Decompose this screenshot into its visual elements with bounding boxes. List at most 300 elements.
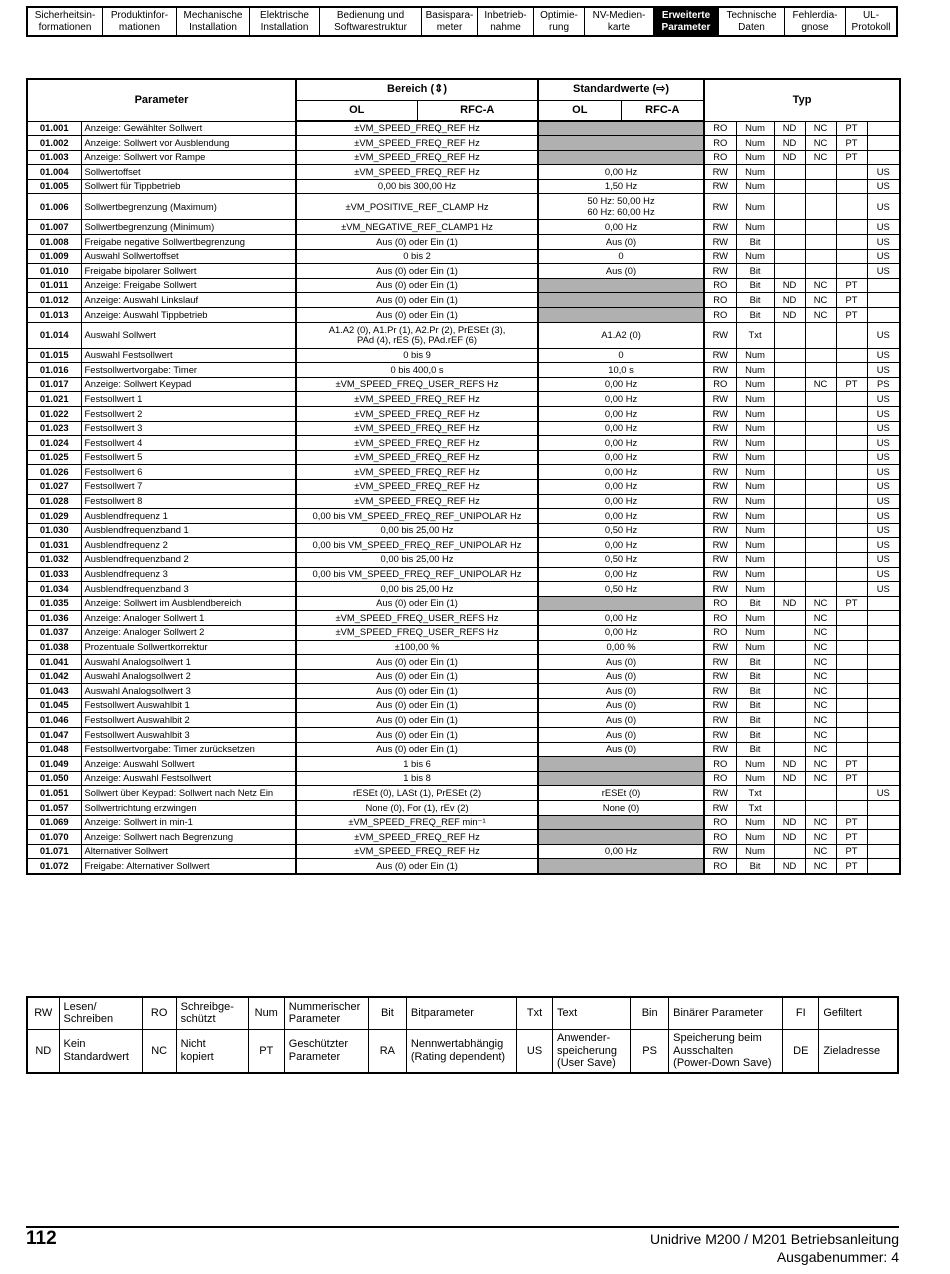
type-flag-3: NC bbox=[805, 596, 836, 611]
document-title bbox=[650, 1230, 899, 1266]
type-flag-2 bbox=[774, 538, 805, 553]
type-flag-3 bbox=[805, 194, 836, 220]
header-parameter: Parameter bbox=[27, 79, 296, 121]
parameter-row bbox=[27, 421, 900, 436]
type-flag-4: PT bbox=[836, 815, 867, 830]
type-flag-1: Num bbox=[736, 179, 774, 194]
type-flag-5 bbox=[867, 830, 900, 845]
type-flag-1: Num bbox=[736, 165, 774, 180]
type-flag-2: ND bbox=[774, 771, 805, 786]
parameter-default: Aus (0) bbox=[538, 713, 704, 728]
parameter-default: 0,00 Hz bbox=[538, 436, 704, 451]
type-flag-4 bbox=[836, 698, 867, 713]
type-flag-0: RO bbox=[704, 136, 736, 151]
parameter-row bbox=[27, 815, 900, 830]
nav-tab-9[interactable]: Erweiterte Parameter bbox=[654, 8, 719, 35]
parameter-description: Festsollwert 3 bbox=[81, 421, 296, 436]
type-flag-3 bbox=[805, 801, 836, 816]
parameter-range: Aus (0) oder Ein (1) bbox=[296, 596, 538, 611]
parameter-description: Ausblendfrequenz 1 bbox=[81, 509, 296, 524]
type-flag-4 bbox=[836, 567, 867, 582]
parameter-range: ±VM_SPEED_FREQ_REF Hz bbox=[296, 136, 538, 151]
type-flag-2: ND bbox=[774, 150, 805, 165]
type-flag-2: ND bbox=[774, 859, 805, 874]
type-flag-4 bbox=[836, 669, 867, 684]
type-flag-4 bbox=[836, 363, 867, 378]
parameter-range: ±VM_SPEED_FREQ_REF Hz bbox=[296, 407, 538, 422]
parameter-description: Alternativer Sollwert bbox=[81, 844, 296, 859]
parameter-range: 0,00 bis VM_SPEED_FREQ_REF_UNIPOLAR Hz bbox=[296, 538, 538, 553]
parameter-description: Ausblendfrequenzband 1 bbox=[81, 523, 296, 538]
type-flag-2 bbox=[774, 165, 805, 180]
type-flag-2 bbox=[774, 465, 805, 480]
parameter-row bbox=[27, 625, 900, 640]
type-flag-2 bbox=[774, 786, 805, 801]
parameter-range: ±VM_SPEED_FREQ_USER_REFS Hz bbox=[296, 625, 538, 640]
nav-tab-7[interactable]: Optimie- rung bbox=[534, 8, 585, 35]
parameter-range: ±VM_SPEED_FREQ_USER_REFS Hz bbox=[296, 611, 538, 626]
parameter-number: 01.029 bbox=[27, 509, 81, 524]
type-flag-5: US bbox=[867, 538, 900, 553]
type-flag-1: Txt bbox=[736, 786, 774, 801]
type-flag-1: Num bbox=[736, 421, 774, 436]
type-flag-3: NC bbox=[805, 830, 836, 845]
nav-tab-6[interactable]: Inbetrieb- nahme bbox=[478, 8, 534, 35]
type-flag-3: NC bbox=[805, 655, 836, 670]
parameter-row bbox=[27, 348, 900, 363]
parameter-number: 01.009 bbox=[27, 249, 81, 264]
parameter-number: 01.023 bbox=[27, 421, 81, 436]
type-flag-0: RW bbox=[704, 582, 736, 597]
type-flag-3 bbox=[805, 348, 836, 363]
type-flag-4 bbox=[836, 179, 867, 194]
parameter-default: 0,00 Hz bbox=[538, 494, 704, 509]
type-flag-4 bbox=[836, 249, 867, 264]
type-flag-2 bbox=[774, 669, 805, 684]
type-flag-5: US bbox=[867, 322, 900, 348]
parameter-number: 01.021 bbox=[27, 392, 81, 407]
legend-description: Anwender- speicherung (User Save) bbox=[553, 1029, 631, 1073]
parameter-number: 01.013 bbox=[27, 308, 81, 323]
type-flag-2 bbox=[774, 844, 805, 859]
type-flag-2 bbox=[774, 523, 805, 538]
type-flag-0: RO bbox=[704, 278, 736, 293]
parameter-number: 01.051 bbox=[27, 786, 81, 801]
parameter-row bbox=[27, 567, 900, 582]
type-flag-4: PT bbox=[836, 844, 867, 859]
legend-abbreviation: RA bbox=[368, 1029, 406, 1073]
legend-description: Nicht kopiert bbox=[176, 1029, 248, 1073]
parameter-description: Festsollwertvorgabe: Timer bbox=[81, 363, 296, 378]
nav-tab-10[interactable]: Technische Daten bbox=[719, 8, 785, 35]
parameter-description: Festsollwert Auswahlbit 1 bbox=[81, 698, 296, 713]
header-default-rfca: RFC-A bbox=[621, 100, 704, 121]
type-flag-1: Txt bbox=[736, 322, 774, 348]
type-flag-2 bbox=[774, 494, 805, 509]
parameter-description: Anzeige: Freigabe Sollwert bbox=[81, 278, 296, 293]
parameter-range: Aus (0) oder Ein (1) bbox=[296, 713, 538, 728]
type-flag-3: NC bbox=[805, 625, 836, 640]
parameter-row bbox=[27, 742, 900, 757]
parameter-default: 0,50 Hz bbox=[538, 552, 704, 567]
type-flag-2: ND bbox=[774, 121, 805, 136]
type-flag-1: Bit bbox=[736, 655, 774, 670]
parameter-range: ±VM_SPEED_FREQ_REF Hz bbox=[296, 121, 538, 136]
type-flag-4: PT bbox=[836, 293, 867, 308]
type-flag-2 bbox=[774, 407, 805, 422]
type-flag-2 bbox=[774, 322, 805, 348]
legend-row bbox=[27, 997, 898, 1029]
parameter-range: ±VM_SPEED_FREQ_REF min⁻¹ bbox=[296, 815, 538, 830]
type-flag-5 bbox=[867, 669, 900, 684]
nav-tab-1[interactable]: Produktinfor- mationen bbox=[103, 8, 177, 35]
parameter-range: ±VM_SPEED_FREQ_REF Hz bbox=[296, 830, 538, 845]
parameter-range: 0 bis 2 bbox=[296, 249, 538, 264]
type-flag-1: Num bbox=[736, 567, 774, 582]
type-flag-3 bbox=[805, 523, 836, 538]
parameter-default bbox=[538, 596, 704, 611]
type-flag-0: RW bbox=[704, 523, 736, 538]
parameter-range: 0,00 bis VM_SPEED_FREQ_REF_UNIPOLAR Hz bbox=[296, 509, 538, 524]
parameter-row bbox=[27, 728, 900, 743]
parameter-row bbox=[27, 363, 900, 378]
type-flag-2 bbox=[774, 220, 805, 235]
header-bereich-rfca: RFC-A bbox=[417, 100, 538, 121]
parameter-row bbox=[27, 611, 900, 626]
type-flag-0: RW bbox=[704, 494, 736, 509]
type-flag-1: Bit bbox=[736, 596, 774, 611]
type-flag-2: ND bbox=[774, 757, 805, 772]
type-flag-1: Num bbox=[736, 844, 774, 859]
type-flag-5: US bbox=[867, 479, 900, 494]
parameter-range: Aus (0) oder Ein (1) bbox=[296, 684, 538, 699]
type-flag-1: Num bbox=[736, 494, 774, 509]
type-flag-0: RO bbox=[704, 859, 736, 874]
type-flag-3 bbox=[805, 392, 836, 407]
parameter-range: 0 bis 9 bbox=[296, 348, 538, 363]
type-flag-1: Num bbox=[736, 830, 774, 845]
parameter-default: 0,00 Hz bbox=[538, 165, 704, 180]
parameter-default: Aus (0) bbox=[538, 698, 704, 713]
type-flag-0: RW bbox=[704, 322, 736, 348]
legend-abbreviation: DE bbox=[783, 1029, 819, 1073]
parameter-description: Festsollwert 8 bbox=[81, 494, 296, 509]
legend-description: Nennwertabhängig (Rating dependent) bbox=[406, 1029, 516, 1073]
type-flag-4: PT bbox=[836, 136, 867, 151]
parameter-range: Aus (0) oder Ein (1) bbox=[296, 728, 538, 743]
parameter-number: 01.008 bbox=[27, 235, 81, 250]
type-flag-4 bbox=[836, 713, 867, 728]
parameter-row bbox=[27, 436, 900, 451]
legend-abbreviation: Txt bbox=[517, 997, 553, 1029]
type-flag-1: Num bbox=[736, 465, 774, 480]
type-flag-0: RW bbox=[704, 698, 736, 713]
parameter-row bbox=[27, 450, 900, 465]
parameter-number: 01.045 bbox=[27, 698, 81, 713]
parameter-row bbox=[27, 552, 900, 567]
parameter-range: Aus (0) oder Ein (1) bbox=[296, 698, 538, 713]
parameter-number: 01.050 bbox=[27, 771, 81, 786]
type-flag-2 bbox=[774, 728, 805, 743]
type-flag-3 bbox=[805, 509, 836, 524]
parameter-default: 0 bbox=[538, 249, 704, 264]
type-flag-3 bbox=[805, 538, 836, 553]
type-flag-0: RW bbox=[704, 392, 736, 407]
type-flag-3 bbox=[805, 407, 836, 422]
parameter-row bbox=[27, 465, 900, 480]
parameter-table bbox=[26, 78, 901, 875]
type-flag-3: NC bbox=[805, 136, 836, 151]
parameter-description: Festsollwert 2 bbox=[81, 407, 296, 422]
type-flag-0: RW bbox=[704, 684, 736, 699]
type-flag-0: RO bbox=[704, 757, 736, 772]
type-flag-0: RW bbox=[704, 436, 736, 451]
nav-tab-5[interactable]: Basispara- meter bbox=[422, 8, 478, 35]
parameter-description: Festsollwert Auswahlbit 2 bbox=[81, 713, 296, 728]
type-flag-0: RW bbox=[704, 450, 736, 465]
type-flag-2 bbox=[774, 235, 805, 250]
type-flag-1: Bit bbox=[736, 859, 774, 874]
parameter-number: 01.010 bbox=[27, 264, 81, 279]
type-flag-1: Bit bbox=[736, 684, 774, 699]
parameter-description: Auswahl Analogsollwert 3 bbox=[81, 684, 296, 699]
type-flag-0: RW bbox=[704, 465, 736, 480]
type-flag-4 bbox=[836, 538, 867, 553]
type-flag-2 bbox=[774, 436, 805, 451]
type-flag-5 bbox=[867, 278, 900, 293]
parameter-description: Freigabe negative Sollwertbegrenzung bbox=[81, 235, 296, 250]
type-flag-5 bbox=[867, 698, 900, 713]
type-flag-5 bbox=[867, 742, 900, 757]
parameter-range: ±VM_SPEED_FREQ_REF Hz bbox=[296, 436, 538, 451]
nav-tab-2[interactable]: Mechanische Installation bbox=[177, 8, 250, 35]
parameter-row bbox=[27, 179, 900, 194]
parameter-description: Anzeige: Sollwert vor Ausblendung bbox=[81, 136, 296, 151]
type-flag-0: RW bbox=[704, 742, 736, 757]
parameter-row bbox=[27, 392, 900, 407]
parameter-number: 01.057 bbox=[27, 801, 81, 816]
parameter-row bbox=[27, 121, 900, 136]
type-flag-0: RO bbox=[704, 377, 736, 392]
type-flag-2: ND bbox=[774, 830, 805, 845]
parameter-row bbox=[27, 655, 900, 670]
type-flag-0: RW bbox=[704, 801, 736, 816]
nav-tab-0[interactable]: Sicherheitsin- formationen bbox=[28, 8, 103, 35]
parameter-default: Aus (0) bbox=[538, 655, 704, 670]
type-flag-5 bbox=[867, 293, 900, 308]
type-flag-4 bbox=[836, 220, 867, 235]
type-flag-3 bbox=[805, 322, 836, 348]
type-flag-3: NC bbox=[805, 611, 836, 626]
parameter-default: 0,00 Hz bbox=[538, 392, 704, 407]
nav-tab-11[interactable]: Fehlerdia- gnose bbox=[785, 8, 846, 35]
type-flag-0: RO bbox=[704, 830, 736, 845]
type-flag-2: ND bbox=[774, 136, 805, 151]
type-flag-3: NC bbox=[805, 742, 836, 757]
type-flag-5: US bbox=[867, 436, 900, 451]
parameter-default bbox=[538, 121, 704, 136]
type-flag-2 bbox=[774, 567, 805, 582]
parameter-default: Aus (0) bbox=[538, 264, 704, 279]
type-flag-3: NC bbox=[805, 728, 836, 743]
type-flag-5 bbox=[867, 844, 900, 859]
type-flag-3: NC bbox=[805, 377, 836, 392]
parameter-range: ±VM_SPEED_FREQ_REF Hz bbox=[296, 479, 538, 494]
parameter-rows bbox=[27, 121, 900, 874]
type-flag-0: RW bbox=[704, 713, 736, 728]
parameter-range: ±VM_SPEED_FREQ_REF Hz bbox=[296, 465, 538, 480]
legend-description: Lesen/ Schreiben bbox=[59, 997, 142, 1029]
type-flag-5: US bbox=[867, 392, 900, 407]
parameter-range: Aus (0) oder Ein (1) bbox=[296, 669, 538, 684]
nav-tab-4[interactable]: Bedienung und Softwarestruktur bbox=[320, 8, 422, 35]
parameter-description: Anzeige: Analoger Sollwert 1 bbox=[81, 611, 296, 626]
legend-description: Kein Standardwert bbox=[59, 1029, 142, 1073]
type-flag-4: PT bbox=[836, 308, 867, 323]
parameter-number: 01.046 bbox=[27, 713, 81, 728]
type-flag-1: Num bbox=[736, 348, 774, 363]
parameter-description: Sollwertbegrenzung (Minimum) bbox=[81, 220, 296, 235]
type-flag-4 bbox=[836, 742, 867, 757]
type-flag-0: RO bbox=[704, 150, 736, 165]
parameter-range: ±VM_SPEED_FREQ_REF Hz bbox=[296, 450, 538, 465]
parameter-number: 01.043 bbox=[27, 684, 81, 699]
type-flag-4 bbox=[836, 264, 867, 279]
parameter-range: ±VM_SPEED_FREQ_REF Hz bbox=[296, 844, 538, 859]
parameter-row bbox=[27, 194, 900, 220]
parameter-number: 01.026 bbox=[27, 465, 81, 480]
type-flag-3: NC bbox=[805, 121, 836, 136]
type-flag-4 bbox=[836, 392, 867, 407]
type-flag-2 bbox=[774, 655, 805, 670]
parameter-description: Auswahl Analogsollwert 1 bbox=[81, 655, 296, 670]
type-flag-3: NC bbox=[805, 293, 836, 308]
parameter-description: Anzeige: Analoger Sollwert 2 bbox=[81, 625, 296, 640]
type-flag-2 bbox=[774, 249, 805, 264]
type-flag-1: Num bbox=[736, 194, 774, 220]
parameter-description: Prozentuale Sollwertkorrektur bbox=[81, 640, 296, 655]
type-flag-4 bbox=[836, 523, 867, 538]
parameter-default bbox=[538, 830, 704, 845]
type-flag-0: RW bbox=[704, 220, 736, 235]
nav-tab-8[interactable]: NV-Medien- karte bbox=[585, 8, 654, 35]
parameter-description: Anzeige: Sollwert nach Begrenzung bbox=[81, 830, 296, 845]
type-flag-3 bbox=[805, 465, 836, 480]
parameter-default bbox=[538, 308, 704, 323]
parameter-number: 01.017 bbox=[27, 377, 81, 392]
parameter-range: 1 bis 8 bbox=[296, 771, 538, 786]
parameter-description: Ausblendfrequenz 2 bbox=[81, 538, 296, 553]
type-flag-5: US bbox=[867, 194, 900, 220]
parameter-range: A1.A2 (0), A1.Pr (1), A2.Pr (2), PrESEt (3), PAd (4), rES (5), PAd.rEF (6) bbox=[296, 322, 538, 348]
type-flag-5 bbox=[867, 150, 900, 165]
parameter-number: 01.016 bbox=[27, 363, 81, 378]
parameter-number: 01.024 bbox=[27, 436, 81, 451]
type-flag-3 bbox=[805, 165, 836, 180]
parameter-range: ±VM_SPEED_FREQ_REF Hz bbox=[296, 421, 538, 436]
parameter-description: Festsollwert 5 bbox=[81, 450, 296, 465]
parameter-range: Aus (0) oder Ein (1) bbox=[296, 293, 538, 308]
type-flag-4 bbox=[836, 194, 867, 220]
parameter-row bbox=[27, 293, 900, 308]
parameter-range: None (0), For (1), rEv (2) bbox=[296, 801, 538, 816]
type-flag-1: Num bbox=[736, 249, 774, 264]
parameter-default bbox=[538, 136, 704, 151]
type-flag-1: Num bbox=[736, 121, 774, 136]
footer-rule bbox=[26, 1226, 899, 1228]
type-flag-5: US bbox=[867, 220, 900, 235]
type-flag-0: RW bbox=[704, 235, 736, 250]
type-flag-5: US bbox=[867, 567, 900, 582]
type-flag-4 bbox=[836, 322, 867, 348]
type-flag-5: US bbox=[867, 165, 900, 180]
parameter-number: 01.006 bbox=[27, 194, 81, 220]
type-flag-1: Num bbox=[736, 450, 774, 465]
nav-tab-12[interactable]: UL- Protokoll bbox=[851, 9, 891, 33]
type-flag-4 bbox=[836, 479, 867, 494]
type-flag-0: RW bbox=[704, 194, 736, 220]
type-flag-0: RW bbox=[704, 655, 736, 670]
type-flag-0: RW bbox=[704, 348, 736, 363]
parameter-number: 01.070 bbox=[27, 830, 81, 845]
parameter-description: Sollwertbegrenzung (Maximum) bbox=[81, 194, 296, 220]
parameter-description: Auswahl Analogsollwert 2 bbox=[81, 669, 296, 684]
type-flag-0: RW bbox=[704, 179, 736, 194]
type-flag-1: Num bbox=[736, 771, 774, 786]
type-flag-5: PS bbox=[867, 377, 900, 392]
parameter-default: 0,00 Hz bbox=[538, 479, 704, 494]
type-flag-5 bbox=[867, 713, 900, 728]
parameter-default: 1,50 Hz bbox=[538, 179, 704, 194]
parameter-range: Aus (0) oder Ein (1) bbox=[296, 742, 538, 757]
type-flag-1: Num bbox=[736, 150, 774, 165]
parameter-description: Festsollwert 1 bbox=[81, 392, 296, 407]
parameter-row bbox=[27, 264, 900, 279]
type-flag-2: ND bbox=[774, 815, 805, 830]
type-flag-3 bbox=[805, 264, 836, 279]
parameter-description: Anzeige: Sollwert vor Rampe bbox=[81, 150, 296, 165]
type-flag-5 bbox=[867, 625, 900, 640]
legend-row bbox=[27, 1029, 898, 1073]
legend-abbreviation: FI bbox=[783, 997, 819, 1029]
parameter-default: 0,50 Hz bbox=[538, 523, 704, 538]
parameter-default bbox=[538, 757, 704, 772]
type-flag-1: Txt bbox=[736, 801, 774, 816]
document-title-line-1: Unidrive M200 / M201 Betriebsanleitung bbox=[649, 1231, 899, 1247]
legend-description: Binärer Parameter bbox=[669, 997, 783, 1029]
parameter-description: Anzeige: Sollwert Keypad bbox=[81, 377, 296, 392]
type-flag-4 bbox=[836, 684, 867, 699]
parameter-default: 0,00 Hz bbox=[538, 844, 704, 859]
type-flag-2 bbox=[774, 194, 805, 220]
type-flag-3: NC bbox=[805, 713, 836, 728]
nav-tab-3[interactable]: Elektrische Installation bbox=[250, 8, 320, 35]
parameter-description: Festsollwertvorgabe: Timer zurücksetzen bbox=[81, 742, 296, 757]
type-flag-0: RW bbox=[704, 538, 736, 553]
header-bereich: Bereich (⇕) bbox=[296, 79, 538, 100]
parameter-number: 01.048 bbox=[27, 742, 81, 757]
type-flag-1: Num bbox=[736, 407, 774, 422]
parameter-description: Anzeige: Sollwert im Ausblendbereich bbox=[81, 596, 296, 611]
parameter-number: 01.025 bbox=[27, 450, 81, 465]
parameter-row bbox=[27, 322, 900, 348]
type-flag-3 bbox=[805, 363, 836, 378]
parameter-number: 01.012 bbox=[27, 293, 81, 308]
type-flag-1: Num bbox=[736, 436, 774, 451]
parameter-number: 01.001 bbox=[27, 121, 81, 136]
type-flag-0: RO bbox=[704, 771, 736, 786]
type-flag-3 bbox=[805, 786, 836, 801]
